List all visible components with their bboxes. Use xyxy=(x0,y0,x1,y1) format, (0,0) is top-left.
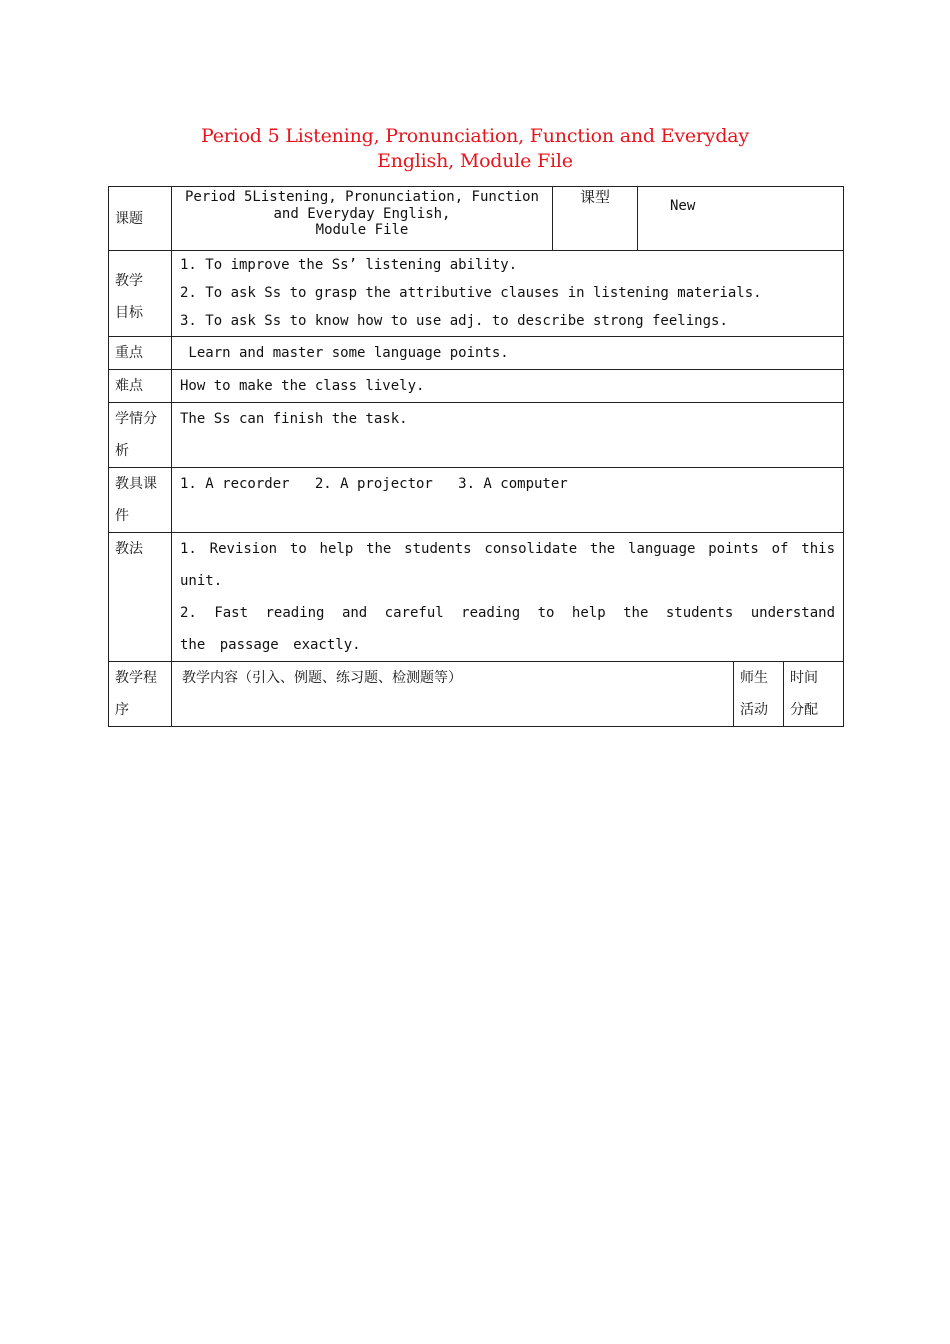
objectives-label xyxy=(109,251,172,337)
procedure-label-line-2: 序 xyxy=(115,702,129,718)
procedure-label xyxy=(109,662,172,727)
methods-content xyxy=(172,533,844,662)
method-item: 1. Revision to help the students consolidate the language points of this unit. xyxy=(180,541,836,589)
activities-label-line-1: 师生 xyxy=(740,670,768,686)
analysis-label-line-2: 析 xyxy=(115,443,129,459)
objective-item: 2. To ask Ss to grasp the attributive clauses in listening materials. xyxy=(180,285,762,301)
time-label xyxy=(784,662,844,727)
row-procedure xyxy=(109,662,844,727)
type-label: 课型 xyxy=(553,187,638,251)
row-key-points xyxy=(109,337,844,370)
row-methods xyxy=(109,533,844,662)
activities-label-line-2: 活动 xyxy=(740,702,768,718)
topic-value-line-1: Period 5Listening, Pronunciation, Function xyxy=(184,189,539,205)
objective-item: 3. To ask Ss to know how to use adj. to describe strong feelings. xyxy=(180,313,728,329)
activities-label xyxy=(734,662,784,727)
time-label-line-1: 时间 xyxy=(790,670,818,686)
difficulty-label: 难点 xyxy=(109,370,172,403)
topic-value-line-2: and Everyday English, xyxy=(273,205,451,222)
procedure-label-line-1: 教学程 xyxy=(115,670,157,686)
aids-label-line-1: 教具课 xyxy=(115,476,157,492)
analysis-value: The Ss can finish the task. xyxy=(172,403,844,468)
objectives-label-line-2: 目标 xyxy=(115,305,143,321)
aids-label xyxy=(109,468,172,533)
key-points-label: 重点 xyxy=(109,337,172,370)
aids-value: 1. A recorder 2. A projector 3. A computer xyxy=(172,468,844,533)
time-label-line-2: 分配 xyxy=(790,702,818,718)
objectives-content xyxy=(172,251,844,337)
aids-label-line-2: 件 xyxy=(115,508,129,524)
row-aids xyxy=(109,468,844,533)
row-topic xyxy=(109,187,844,251)
methods-label: 教法 xyxy=(109,533,172,662)
row-analysis xyxy=(109,403,844,468)
analysis-label xyxy=(109,403,172,468)
procedure-content: 教学内容（引入、例题、练习题、检测题等） xyxy=(172,662,734,727)
title-line-2: English, Module File xyxy=(377,150,573,172)
row-difficulty xyxy=(109,370,844,403)
row-objectives xyxy=(109,251,844,337)
document-title xyxy=(108,124,842,174)
method-item: 2. Fast reading and careful reading to help the students understand the passage exactly. xyxy=(180,605,836,653)
objective-item: 1. To improve the Ss’ listening ability. xyxy=(180,257,518,273)
type-value: New xyxy=(638,187,844,251)
key-points-value: Learn and master some language points. xyxy=(172,337,844,370)
difficulty-value: How to make the class lively. xyxy=(172,370,844,403)
lesson-plan-table xyxy=(108,186,844,727)
topic-value-line-3: Module File xyxy=(315,222,409,238)
topic-label: 课题 xyxy=(109,187,172,251)
analysis-label-line-1: 学情分 xyxy=(115,411,157,427)
title-line-1: Period 5 Listening, Pronunciation, Function and Everyday xyxy=(201,125,749,147)
topic-value xyxy=(172,187,553,251)
objectives-label-line-1: 教学 xyxy=(115,273,143,289)
